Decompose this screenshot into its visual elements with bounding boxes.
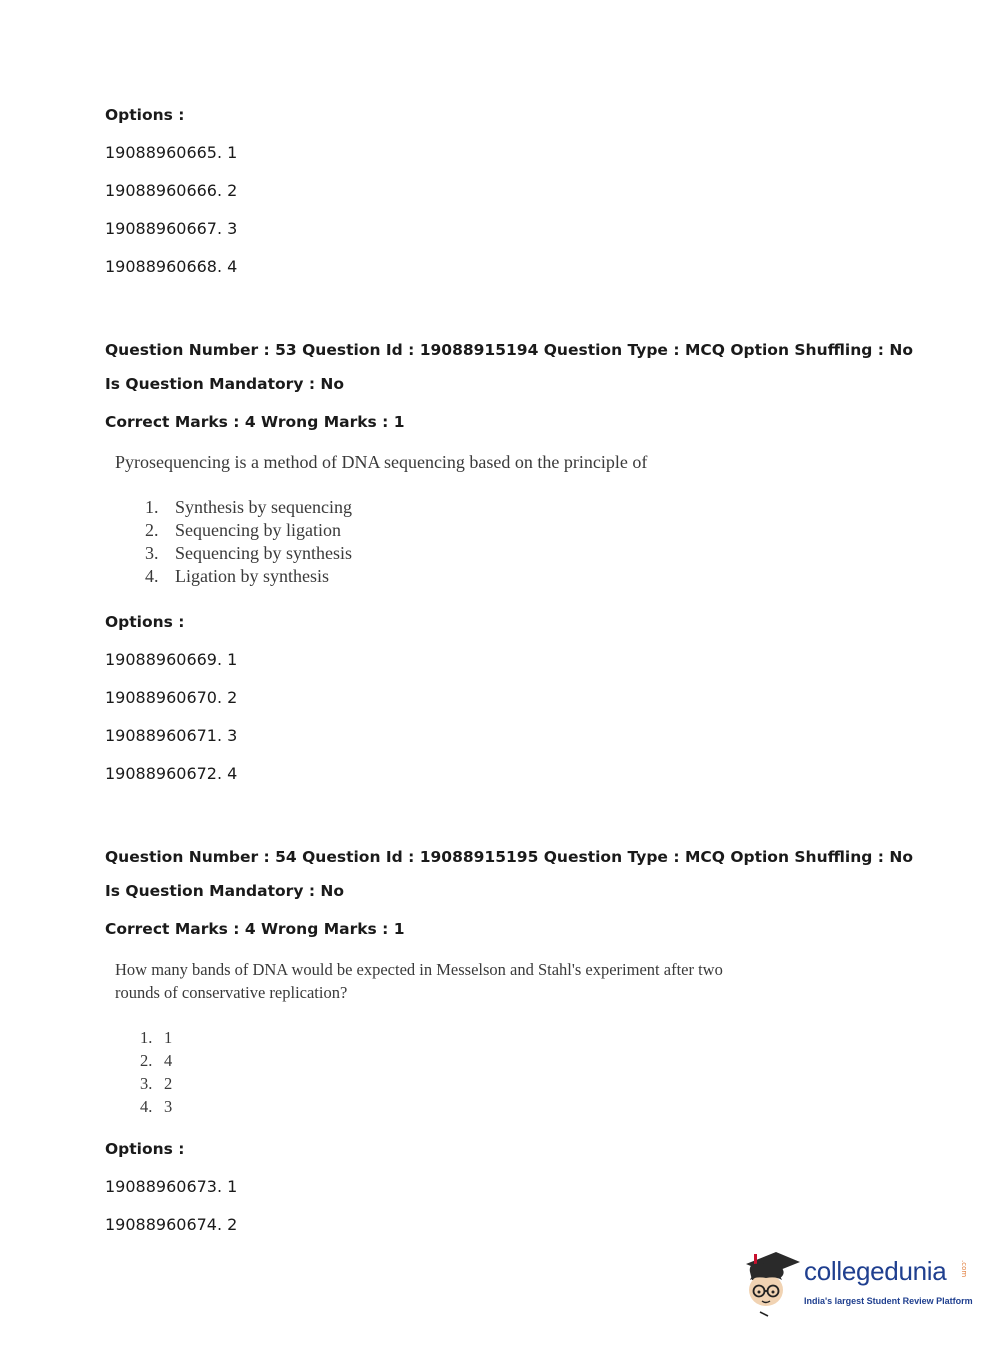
option-line: 19088960667. 3 [105, 219, 238, 238]
choice-number: 4. [140, 1097, 153, 1116]
option-line: 19088960673. 1 [105, 1177, 238, 1196]
choice-list [140, 1026, 172, 1118]
option-line: 19088960666. 2 [105, 181, 238, 200]
choice-number: 2. [140, 1051, 153, 1070]
choice-text: 4 [164, 1051, 173, 1070]
choice-number: 1. [140, 1028, 153, 1047]
question-marks: Correct Marks : 4 Wrong Marks : 1 [105, 920, 405, 938]
choice-number: 4. [145, 566, 159, 586]
brand-suffix: .com [960, 1260, 968, 1278]
option-line: 19088960672. 4 [105, 764, 238, 783]
choice-number: 3. [140, 1074, 153, 1093]
choice-text: Synthesis by sequencing [175, 497, 352, 517]
choice-text: 3 [164, 1097, 173, 1116]
option-line: 19088960669. 1 [105, 650, 238, 669]
option-line: 19088960668. 4 [105, 257, 238, 276]
choice-text: Sequencing by ligation [175, 520, 341, 540]
brand-tagline: India's largest Student Review Platform [804, 1296, 973, 1306]
option-line: 19088960671. 3 [105, 726, 238, 745]
choice-item [145, 519, 352, 542]
mascot-icon [742, 1250, 802, 1320]
choice-text: Sequencing by synthesis [175, 543, 352, 563]
question-header: Question Number : 54 Question Id : 19088915195 Question Type : MCQ Option Shuffling : No [105, 848, 913, 866]
choice-number: 2. [145, 520, 159, 540]
choice-item [140, 1095, 172, 1118]
choice-text: 2 [164, 1074, 173, 1093]
choice-list [145, 496, 352, 588]
option-line: 19088960665. 1 [105, 143, 238, 162]
question-text: Pyrosequencing is a method of DNA sequencing based on the principle of [115, 452, 648, 472]
brand-name: collegedunia [804, 1256, 947, 1286]
question-mandatory: Is Question Mandatory : No [105, 882, 345, 900]
options-heading: Options : [105, 106, 185, 124]
option-line: 19088960670. 2 [105, 688, 238, 707]
options-heading: Options : [105, 613, 185, 631]
choice-item [140, 1026, 172, 1049]
choice-item [145, 496, 352, 519]
question-text: How many bands of DNA would be expected in Messelson and Stahl's experiment after two [115, 960, 723, 979]
question-text: rounds of conservative replication? [115, 983, 348, 1002]
question-mandatory: Is Question Mandatory : No [105, 375, 345, 393]
choice-item [140, 1049, 172, 1072]
collegedunia-logo [742, 1250, 972, 1320]
choice-text: Ligation by synthesis [175, 566, 329, 586]
choice-number: 3. [145, 543, 159, 563]
options-heading: Options : [105, 1140, 185, 1158]
option-line: 19088960674. 2 [105, 1215, 238, 1234]
choice-number: 1. [145, 497, 159, 517]
choice-item [140, 1072, 172, 1095]
question-marks: Correct Marks : 4 Wrong Marks : 1 [105, 413, 405, 431]
choice-item [145, 542, 352, 565]
question-header: Question Number : 53 Question Id : 19088915194 Question Type : MCQ Option Shuffling : No [105, 341, 913, 359]
choice-item [145, 565, 352, 588]
choice-text: 1 [164, 1028, 173, 1047]
